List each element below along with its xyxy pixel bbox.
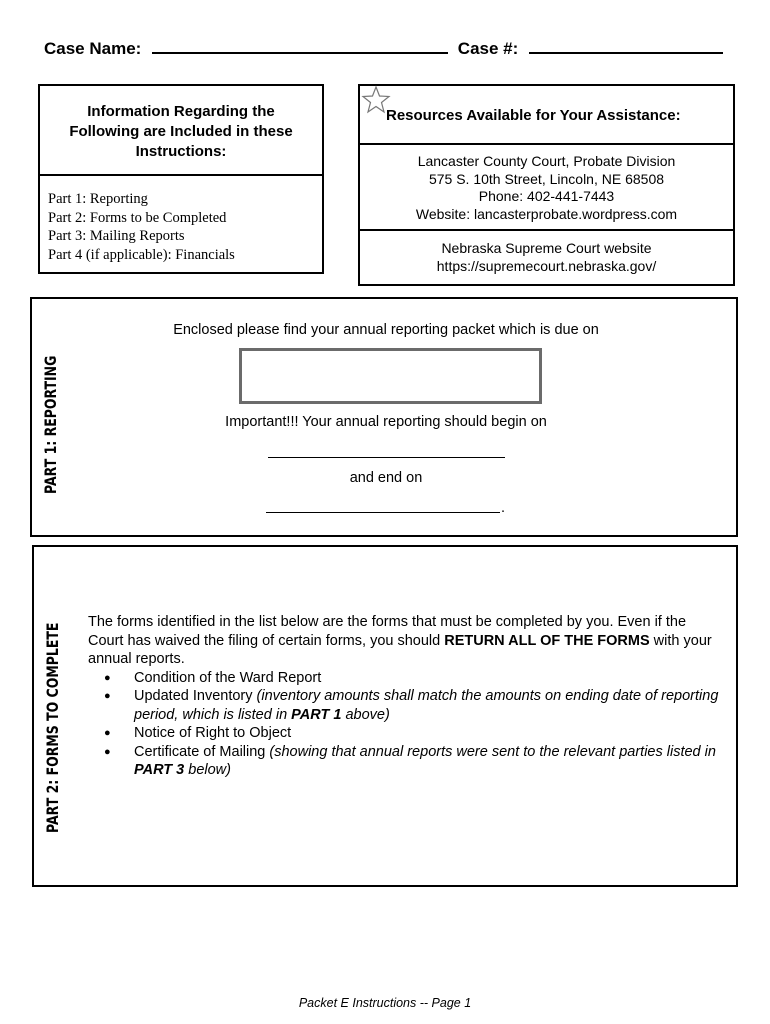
case-name-label: Case Name: (44, 39, 142, 58)
supreme-court-info (360, 231, 733, 275)
page-footer: Packet E Instructions -- Page 1 (298, 996, 472, 1010)
forms-intro-emphasis: RETURN ALL OF THE FORMS (444, 632, 650, 649)
inventory-part-ref: PART 1 (291, 706, 342, 723)
case-number-label: Case #: (457, 39, 519, 58)
forms-instructions (88, 613, 724, 780)
resources-title: Resources Available for Your Assistance: (386, 107, 681, 124)
end-date-field[interactable] (266, 512, 500, 513)
begin-date-text: Important!!! Your annual reporting should begin on (225, 414, 547, 430)
inventory-note-end: above) (345, 706, 390, 723)
part2-section (32, 545, 738, 887)
inventory-item: Updated Inventory (134, 688, 253, 704)
forms-intro (88, 613, 724, 669)
resources-box (358, 84, 735, 286)
court-name: Lancaster County Court, Probate Division (417, 153, 676, 169)
instructions-contents-box (38, 84, 324, 274)
court-phone: Phone: 402-441-7443 (478, 188, 615, 204)
due-date-field[interactable] (239, 348, 542, 404)
case-header (44, 39, 723, 59)
end-date-period: . (501, 500, 506, 516)
case-name-field[interactable] (152, 39, 448, 54)
due-date-text: Enclosed please find your annual reporting packet which is due on (173, 322, 599, 338)
end-date-text: and end on (349, 470, 423, 486)
forms-intro-text: The forms identified in the list below are the forms that must be completed by you. Even if the Court has waived the filing of certain forms, you should (88, 614, 687, 649)
list-item: Part 2: Forms to be Completed (48, 209, 227, 226)
list-item: Part 1: Reporting (48, 191, 148, 207)
court-website: Website: lancasterprobate.wordpress.com (415, 205, 678, 222)
part1-label: PART 1: REPORTING (41, 355, 60, 494)
court-contact (360, 145, 733, 231)
list-item (88, 687, 724, 724)
resources-header (360, 86, 733, 145)
begin-date-field[interactable] (268, 457, 505, 458)
supreme-court-url: https://supremecourt.nebraska.gov/ (436, 257, 657, 274)
instructions-contents-title: Information Regarding the Following are Included in these Instructions: (40, 86, 322, 176)
inventory-note: (inventory amounts shall match the amounts on ending date of reporting period, which is listed in (134, 688, 719, 723)
certificate-item: Certificate of Mailing (134, 743, 266, 760)
ward-report-item: Condition of the Ward Report (134, 669, 322, 686)
list-item: Part 4 (if applicable): Financials (48, 246, 235, 263)
forms-list (88, 669, 724, 780)
certificate-part-ref: PART 3 (134, 762, 185, 778)
notice-item: Notice of Right to Object (134, 725, 292, 741)
part2-label: PART 2: FORMS TO COMPLETE (43, 622, 62, 833)
part1-section (30, 297, 738, 537)
list-item: Part 3: Mailing Reports (48, 228, 185, 244)
case-number-field[interactable] (529, 39, 723, 54)
court-address: 575 S. 10th Street, Lincoln, NE 68508 (428, 170, 665, 187)
list-item (88, 724, 724, 743)
list-item (88, 669, 724, 688)
forms-intro-end: with your annual reports. (88, 632, 712, 667)
supreme-court-name: Nebraska Supreme Court website (441, 240, 652, 256)
certificate-note-end: below) (188, 762, 231, 778)
instructions-contents-list (40, 176, 322, 264)
list-item (88, 743, 724, 780)
certificate-note: (showing that annual reports were sent to the relevant parties listed in (269, 743, 716, 760)
